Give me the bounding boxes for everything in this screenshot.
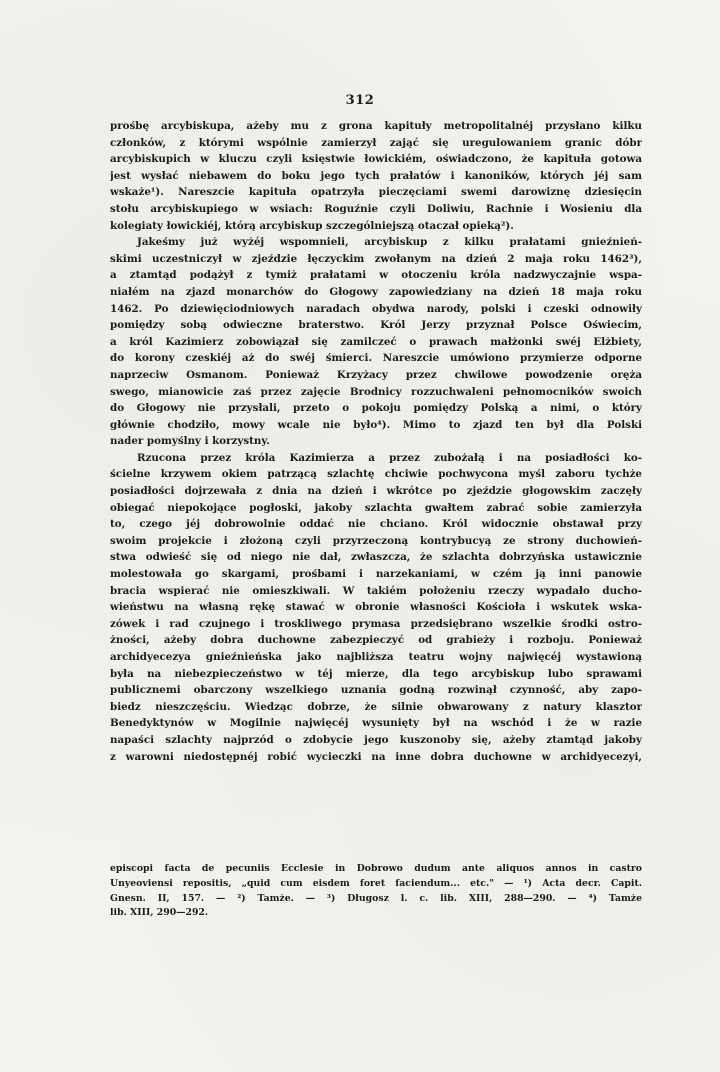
text-line: ścielne krzywem okiem patrzącą szlachtę chciwie pochwycona myśl zaboru tychże <box>110 468 642 481</box>
footnote-line: Gnesn. II, 157. — ²) Tamże. — ³) Długosz l. c. lib. XIII, 288—290. — ⁴) Tamże <box>110 892 642 904</box>
footnote-line: Unyeoviensi repositis, „quid cum eisdem foret faciendum... etc." — ¹) Acta decr. Capit. <box>110 877 642 889</box>
text-line: była na niebezpieczeństwo w téj mierze, dla tego arcybiskup lubo sprawami <box>110 667 642 680</box>
text-line: Jakeśmy już wyżéj wspomnieli, arcybiskup z kilku prałatami gnieźnień- <box>137 236 642 249</box>
text-line: publicznemi obarczony wszelkiego uznania godną rozwinął czynność, aby zapo- <box>110 684 642 697</box>
text-line: nader pomyślny i korzystny. <box>110 435 270 448</box>
text-line: 1462. Po dziewięciodniowych naradach obydwa narody, polski i czeski odnowiły <box>110 302 642 315</box>
text-line: niałém na zjazd monarchów do Głogowy zapowiedziany na dzień 18 maja roku <box>110 285 642 298</box>
text-line: członków, z którymi wspólnie zamierzył zająć się uregulowaniem granic dóbr <box>110 136 642 149</box>
text-line: kolegiaty łowickiéj, którą arcybiskup szczególniejszą otaczał opieką²). <box>110 219 514 232</box>
text-line: arcybiskupich w kluczu czyli księstwie łowickiém, oświadczono, że kapituła gotowa <box>110 153 642 166</box>
footnote-line: lib. XIII, 290—292. <box>110 907 209 919</box>
text-line: Rzucona przez króla Kazimierza a przez zubożałą i na posiadłości ko- <box>137 451 642 464</box>
text-line: archidyecezya gnieźnieńska jako najbliższa teatru wojny najwięcéj wystawioną <box>110 651 642 663</box>
text-line: prośbę arcybiskupa, ażeby mu z grona kapituły metropolitalnéj przysłano kilku <box>110 120 642 132</box>
page-number: 312 <box>345 93 375 108</box>
text-line: naprzeciw Osmanom. Ponieważ Krzyżacy przez chwilowe powodzenie oręża <box>110 368 642 381</box>
text-line: molestowała go skargami, prośbami i narzekaniami, w czém ją inni panowie <box>110 568 642 581</box>
text-line: a ztamtąd podążył z tymiż prałatami w otoczeniu króla nadzwyczajnie wspa- <box>110 269 642 282</box>
footnotes <box>110 862 642 921</box>
text-line: jest wysłać niebawem do boku jego tych prałatów i kanoników, których jéj sam <box>110 169 642 182</box>
text-line: zówek i rad czujnego i troskliwego prymasa przedsiębrano wszelkie środki ostro- <box>110 617 642 630</box>
text-line: żności, ażeby dobra duchowne zabezpieczyć od grabieży i rozboju. Ponieważ <box>110 634 642 647</box>
text-line: z warowni niedostępnéj robić wycieczki na inne dobra duchowne w archidyecezyi, <box>110 750 642 763</box>
text-line: obiegać niepokojące pogłoski, jakoby szlachta gwałtem zabrać sobie zamierzyła <box>110 501 642 514</box>
text-line: biedz nieszczęściu. Wiedząc dobrze, że silnie obwarowany z natury klasztor <box>110 700 642 713</box>
text-line: a król Kazimierz zobowiązał się zamilczeć o prawach małżonki swéj Elżbiety, <box>110 335 642 348</box>
text-line: skimi uczestniczył w zjeździe łęczyckim zwołanym na dzień 2 maja roku 1462³), <box>110 252 642 265</box>
text-line: do Głogowy nie przysłali, przeto o pokoju pomiędzy Polską a nimi, o który <box>110 402 642 415</box>
text-line: stwa odwieść się od niego nie dał, zwłaszcza, że szlachta dobrzyńska ustawicznie <box>110 551 642 564</box>
text-line: wskaże¹). Nareszcie kapituła opatrzyła pieczęciami swemi darowiznę dziesięcin <box>110 186 642 199</box>
body-text <box>110 118 642 765</box>
text-line: Benedyktynów w Mogilnie najwięcéj wysunięty był na wschód i że w razie <box>110 717 642 730</box>
text-line: posiadłości dojrzewała z dnia na dzień i wkrótce po zjeździe głogowskim zaczęły <box>110 485 642 498</box>
text-line: swoim projekcie i złożoną czyli przyrzeczoną kontrybucyą ze strony duchowień- <box>110 534 642 547</box>
text-line: swego, mianowicie zaś przez zajęcie Brodnicy rozzuchwaleni pełnomocników swoich <box>110 385 642 398</box>
text-line: do korony czeskiéj aż do swéj śmierci. Nareszcie umówiono przymierze odporne <box>110 352 642 365</box>
text-line: bracia wspierać nie omieszkiwali. W takiém położeniu rzeczy wypadało ducho- <box>110 584 642 597</box>
text-line: napaści szlachty najprzód o zdobycie jego kuszonoby się, ażeby ztamtąd jakoby <box>110 733 642 746</box>
text-line: stołu arcybiskupiego w wsiach: Roguźnie czyli Doliwiu, Rachnie i Wosieniu dla <box>110 202 642 215</box>
text-line: głównie chodziło, mowy wcale nie było⁴). Mimo to zjazd ten był dla Polski <box>110 418 642 431</box>
text-line: pomiędzy sobą odwieczne braterstwo. Król Jerzy przyznał Polsce Oświecim, <box>110 319 642 332</box>
text-line: wieństwu na własną rękę stawać w obronie własności Kościoła i wskutek wska- <box>110 601 642 614</box>
footnote-line: episcopi facta de pecuniis Ecclesie in Dobrowo dudum ante aliquos annos in castro <box>110 863 642 874</box>
text-line: to, czego jéj dobrowolnie oddać nie chciano. Król widocznie obstawał przy <box>110 518 642 531</box>
